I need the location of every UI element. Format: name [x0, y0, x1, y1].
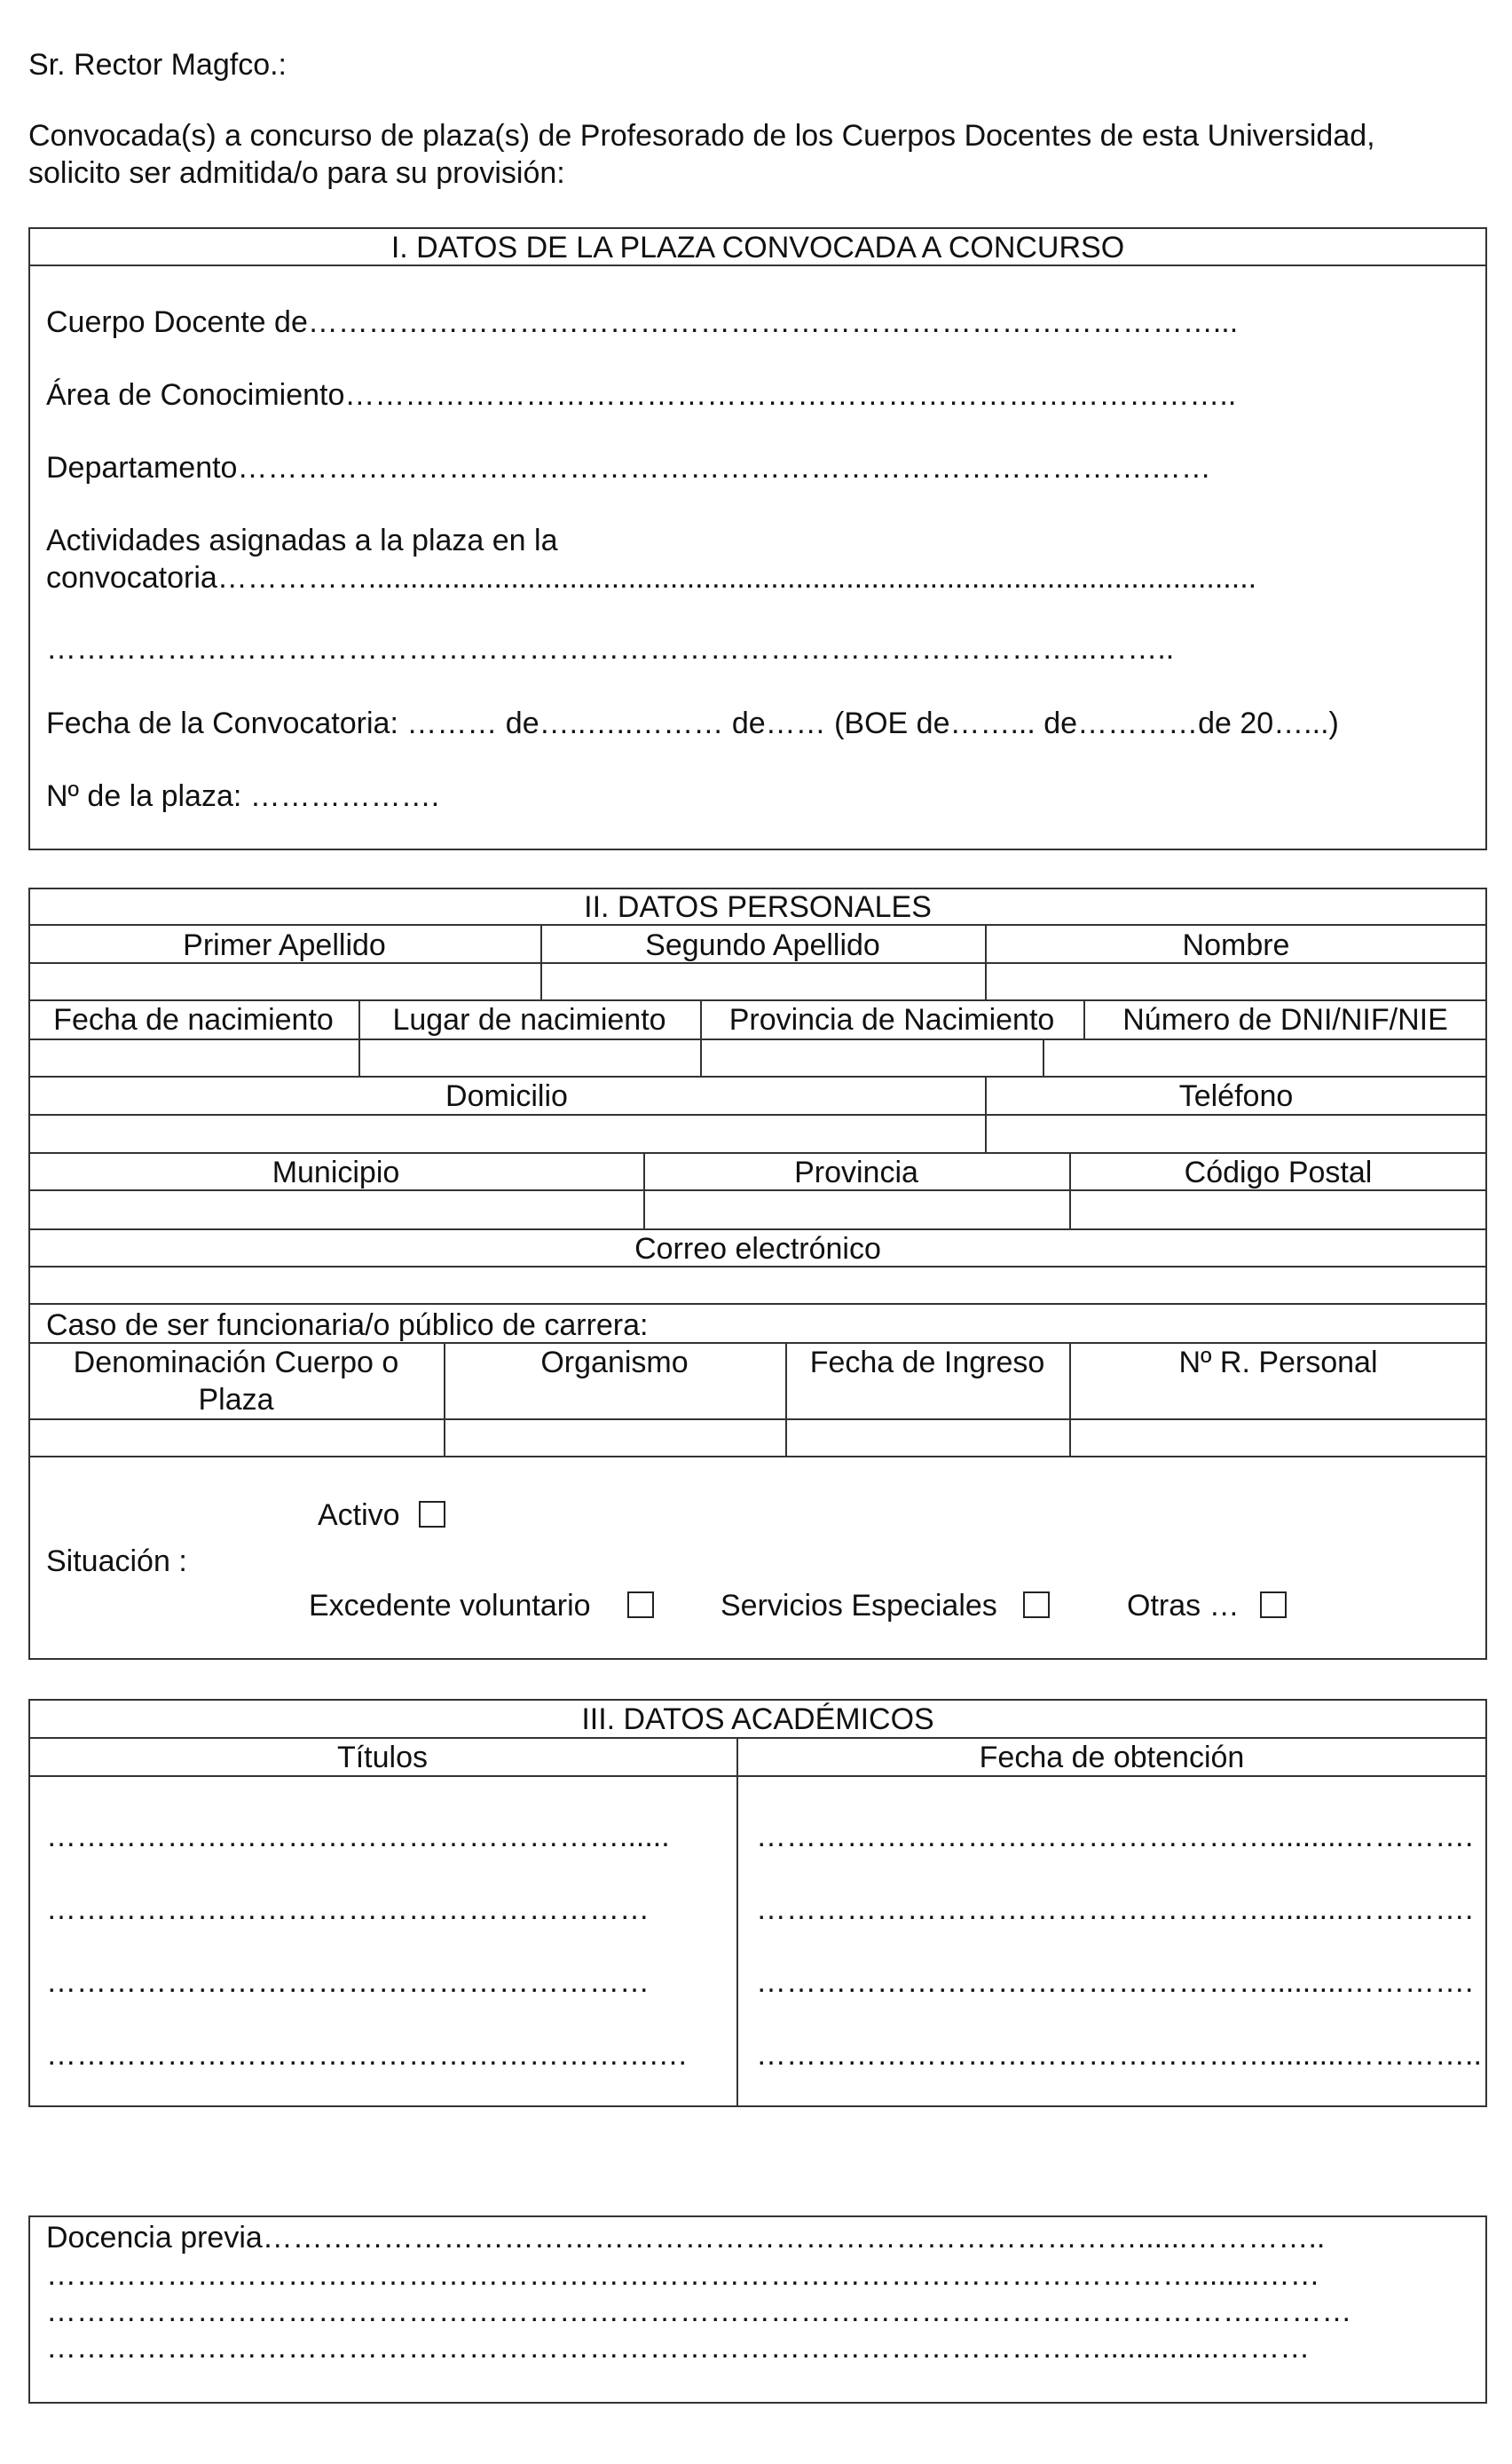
correo-label: Correo electrónico — [634, 1232, 881, 1266]
funcionario-label: Caso de ser funcionaria/o público de carrera: — [46, 1308, 649, 1342]
excedente-checkbox[interactable] — [627, 1591, 654, 1618]
titulo-line[interactable]: …………………………………………………...... — [46, 1820, 670, 1853]
salutation: Sr. Rector Magfco.: — [28, 48, 287, 82]
codigo-postal-label: Código Postal — [1184, 1156, 1373, 1189]
activo-checkbox[interactable] — [419, 1501, 445, 1528]
actividades-field-cont[interactable]: …………………………………………………………………………………………...…….. — [46, 632, 1175, 666]
actividades-label: Actividades asignadas a la plaza en la — [46, 524, 558, 557]
fecha-obtencion-line[interactable]: …………………………………………….........………….. — [756, 2038, 1482, 2072]
departamento-field[interactable]: Departamento……………………………………………………………………………….…… — [46, 451, 1211, 485]
municipio-label: Municipio — [272, 1156, 400, 1189]
numero-plaza-field[interactable]: Nº de la plaza: ………………. — [46, 779, 440, 813]
servicios-especiales-checkbox[interactable] — [1023, 1591, 1050, 1618]
docencia-previa-line[interactable]: ……………………………………………………………………………………………..............……… — [46, 2331, 1311, 2365]
otras-label: Otras … — [1127, 1589, 1240, 1623]
docencia-previa-line[interactable]: ……………………………………………………………………………………………………........…… — [46, 2258, 1320, 2292]
nr-personal-label: Nº R. Personal — [1178, 1346, 1378, 1379]
nombre-input[interactable] — [987, 964, 1485, 998]
fecha-obtencion-line[interactable]: …………………………………………….........…………. — [756, 1820, 1474, 1853]
fecha-nacimiento-label: Fecha de nacimiento — [53, 1003, 334, 1037]
fecha-ingreso-input[interactable] — [787, 1420, 1067, 1454]
segundo-apellido-input[interactable] — [542, 964, 983, 998]
denominacion-label: Denominación Cuerpo o — [73, 1346, 399, 1379]
intro-line-2: solicito ser admitida/o para su provisión: — [28, 156, 565, 190]
nombre-label: Nombre — [1182, 928, 1290, 962]
provincia-input[interactable] — [645, 1191, 1067, 1227]
domicilio-input[interactable] — [30, 1116, 983, 1150]
titulo-line[interactable]: …………………………………………………… — [46, 1892, 650, 1926]
section-personales-title: II. DATOS PERSONALES — [584, 890, 932, 924]
fecha-obtencion-header: Fecha de obtención — [979, 1741, 1245, 1774]
section-academicos-title: III. DATOS ACADÉMICOS — [581, 1702, 934, 1736]
dni-input[interactable] — [1044, 1040, 1485, 1074]
actividades-field[interactable]: convocatoria…………….......................................................................................................... — [46, 561, 1257, 595]
provincia-nacimiento-label: Provincia de Nacimiento — [728, 1003, 1055, 1037]
lugar-nacimiento-label: Lugar de nacimiento — [392, 1003, 666, 1037]
titulo-line[interactable]: …………………………………………………… — [46, 1965, 650, 1999]
denominacion-input[interactable] — [30, 1420, 442, 1454]
primer-apellido-input[interactable] — [30, 964, 539, 998]
docencia-previa-line[interactable]: ………………………………………………………………………………………………………….……… — [46, 2294, 1352, 2328]
provincia-label: Provincia — [794, 1156, 918, 1189]
codigo-postal-input[interactable] — [1071, 1191, 1485, 1227]
situacion-label: Situación : — [46, 1544, 187, 1578]
telefono-label: Teléfono — [1178, 1079, 1294, 1113]
cuerpo-docente-field[interactable]: Cuerpo Docente de………………………………………………………………………………... — [46, 305, 1239, 339]
docencia-previa-field[interactable]: Docencia previa……………………………………………………………………………......………….. — [46, 2221, 1326, 2255]
domicilio-label: Domicilio — [445, 1079, 568, 1113]
titulo-line[interactable]: …………………………………………………….… — [46, 2038, 689, 2072]
primer-apellido-label: Primer Apellido — [183, 928, 386, 962]
fecha-ingreso-label: Fecha de Ingreso — [809, 1346, 1045, 1379]
intro-line-1: Convocada(s) a concurso de plaza(s) de Profesorado de los Cuerpos Docentes de esta Universidad, — [28, 119, 1375, 153]
segundo-apellido-label: Segundo Apellido — [645, 928, 880, 962]
fecha-obtencion-line[interactable]: …………………………………………….........…………. — [756, 1892, 1474, 1926]
section-plaza-title: I. DATOS DE LA PLAZA CONVOCADA A CONCURSO — [390, 231, 1125, 265]
fecha-obtencion-line[interactable]: …………………………………………….........…………. — [756, 1965, 1474, 1999]
provincia-nacimiento-input[interactable] — [702, 1040, 1041, 1074]
telefono-input[interactable] — [987, 1116, 1485, 1150]
fecha-nacimiento-input[interactable] — [30, 1040, 357, 1074]
excedente-label: Excedente voluntario — [309, 1589, 591, 1623]
servicios-especiales-label: Servicios Especiales — [721, 1589, 997, 1623]
activo-label: Activo — [318, 1498, 400, 1532]
nr-personal-input[interactable] — [1071, 1420, 1485, 1454]
municipio-input[interactable] — [30, 1191, 642, 1227]
denominacion-label-2: Plaza — [198, 1383, 274, 1417]
fecha-convocatoria-field[interactable]: Fecha de la Convocatoria: ……… de…..…..……… de…… (BOE de……... de…………de 20…...) — [46, 707, 1339, 740]
organismo-label: Organismo — [540, 1346, 689, 1379]
dni-label: Número de DNI/NIF/NIE — [1122, 1003, 1448, 1037]
correo-input[interactable] — [30, 1268, 1485, 1301]
lugar-nacimiento-input[interactable] — [360, 1040, 698, 1074]
area-conocimiento-field[interactable]: Área de Conocimiento…………………………………………………………………………….. — [46, 378, 1237, 412]
titulos-header: Títulos — [336, 1741, 429, 1774]
organismo-input[interactable] — [445, 1420, 784, 1454]
otras-checkbox[interactable] — [1260, 1591, 1287, 1618]
